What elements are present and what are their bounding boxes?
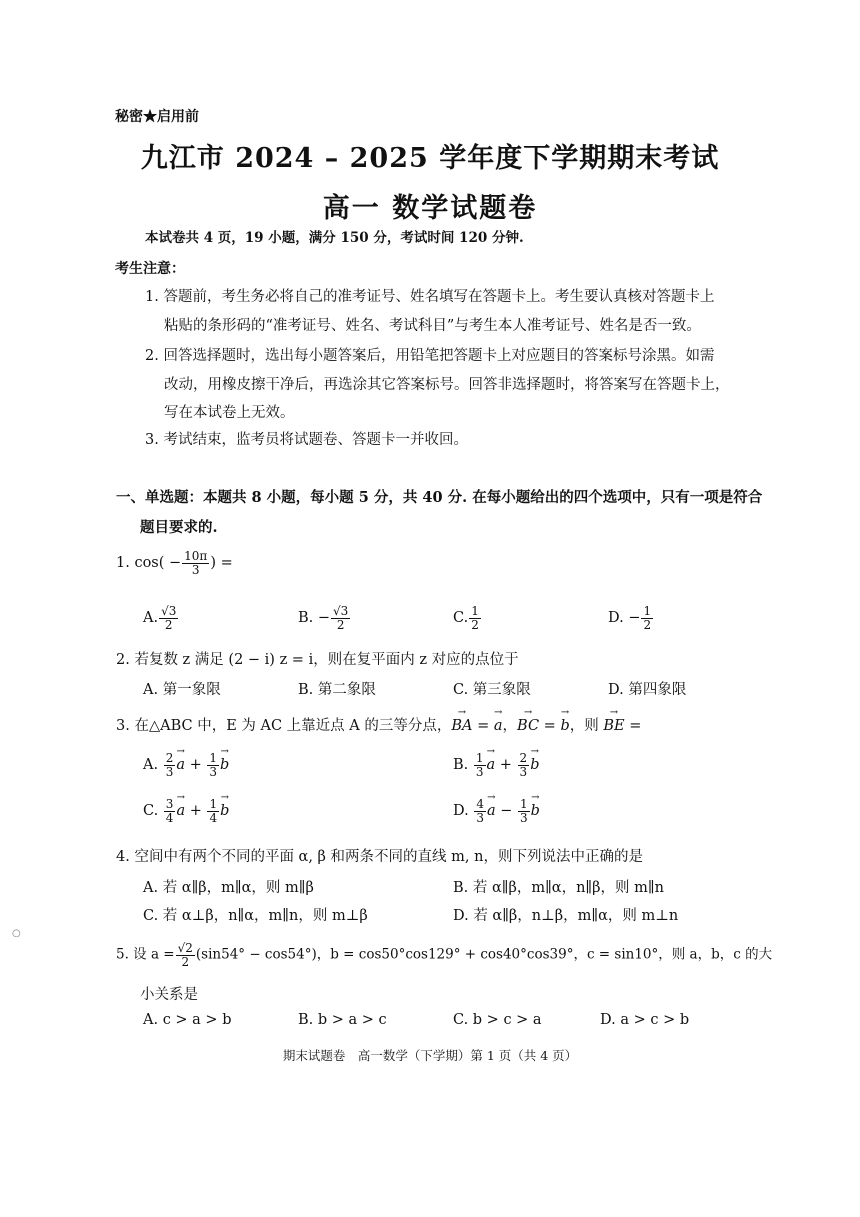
q1-suffix: ) =: [210, 555, 233, 572]
vector-b: → b: [530, 757, 539, 773]
option-label: A.: [143, 610, 159, 627]
q3-option-b: [453, 752, 539, 778]
notice-line-3: 2. 回答选择题时，选出每小题答案后，用铅笔把答题卡上对应题目的答案标号涂黑。如需: [145, 348, 715, 364]
q5-option-b: B. b > a > c: [298, 1012, 387, 1028]
notice-line-5: 写在本试卷上无效。: [164, 405, 295, 421]
frac-den: 3: [520, 810, 528, 825]
vector-a: → a: [176, 803, 185, 819]
q3-option-d: [453, 798, 540, 824]
question-5-cont: 小关系是: [140, 987, 198, 1003]
frac-den: 3: [476, 810, 484, 825]
frac-den: 4: [209, 810, 218, 825]
coef-2: [207, 752, 219, 778]
question-1: [116, 550, 233, 576]
q5-fraction: [176, 942, 195, 968]
q5-rest: (sin54° − cos54°)，b = cos50°cos129° + cos40°cos39°，c = sin10°，则 a，b，c 的大: [195, 946, 773, 963]
confidential-label: 秘密★启用前: [115, 109, 199, 125]
operator: +: [189, 757, 202, 774]
q3-option-c: [143, 798, 229, 824]
operator: +: [189, 803, 202, 820]
notice-line-6: 3. 考试结束，监考员将试题卷、答题卡一并收回。: [145, 432, 468, 448]
option-sign: −: [317, 610, 331, 627]
option-label: B.: [453, 757, 469, 774]
frac-den: 4: [165, 810, 174, 825]
q3-text-b: ，则: [569, 718, 604, 734]
option-label: C.: [143, 803, 159, 820]
frac-num: 2: [519, 751, 528, 765]
notice-line-4: 改动，用橡皮擦干净后，再选涂其它答案标号。回答非选择题时，将答案写在答题卡上，: [164, 377, 730, 393]
frac-num: 1: [643, 604, 652, 618]
q4-option-b: B. 若 α∥β，m∥α，n∥β，则 m∥n: [453, 880, 664, 896]
option-label: A.: [143, 757, 159, 774]
notice-title: 考生注意：: [115, 261, 185, 277]
equals: =: [472, 718, 494, 734]
q5-option-a: A. c > a > b: [143, 1012, 232, 1028]
option-label: C.: [453, 610, 469, 627]
coef-1: [474, 752, 486, 778]
coef-1: [164, 752, 176, 778]
comma: ，: [502, 718, 518, 734]
coef-2: [207, 798, 219, 824]
option-fraction: [469, 605, 481, 631]
vector-a: → a: [487, 803, 496, 819]
q4-option-c: C. 若 α⊥β，n∥α，m∥n，则 m⊥β: [143, 908, 368, 924]
q3-text-end: =: [624, 718, 642, 734]
frac-num: 1: [209, 797, 218, 811]
option-sign: −: [628, 610, 641, 627]
frac-num: 1: [471, 604, 479, 618]
vector-ba: → BA: [451, 718, 472, 734]
q2-option-b: B. 第二象限: [298, 682, 376, 698]
q3-text-a: 3. 在△ABC 中，E 为 AC 上靠近点 A 的三等分点，: [116, 718, 452, 734]
q2-option-c: C. 第三象限: [453, 682, 531, 698]
vector-a: → a: [494, 718, 503, 734]
margin-mark: ○: [12, 928, 21, 939]
exam-title: 九江市 2024 – 2025 学年度下学期期末考试: [140, 143, 720, 174]
option-label: D.: [608, 610, 624, 627]
vector-bc: → BC: [517, 718, 539, 734]
q1-fraction: [182, 550, 209, 576]
operator: +: [499, 757, 512, 774]
q1-frac-den: 3: [191, 562, 200, 577]
frac-den: 2: [181, 954, 190, 969]
option-fraction: [159, 605, 178, 631]
frac-den: 3: [209, 764, 218, 779]
frac-num: 4: [476, 797, 484, 811]
coef-2: [518, 752, 530, 778]
vector-be: → BE: [603, 718, 624, 734]
frac-den: 3: [519, 764, 528, 779]
frac-den: 3: [475, 764, 484, 779]
notice-line-1: 1. 答题前，考生务必将自己的准考证号、姓名填写在答题卡上。考生要认真核对答题卡上: [145, 289, 715, 305]
frac-den: 3: [165, 764, 174, 779]
notice-line-2: 粘贴的条形码的“准考证号、姓名、考试科目”与考生本人准考证号、姓名是否一致。: [164, 318, 701, 334]
vector-a: → a: [487, 757, 496, 773]
option-label: B.: [298, 610, 314, 627]
frac-num: √3: [161, 604, 177, 618]
coef-2: [518, 798, 530, 824]
frac-num: 1: [520, 797, 528, 811]
section-heading: 一、单选题：本题共 8 小题，每小题 5 分，共 40 分. 在每小题给出的四个选项中，只有一项是符合: [116, 489, 763, 506]
exam-subtitle: 高一 数学试题卷: [322, 193, 538, 224]
frac-den: 2: [336, 617, 345, 632]
option-fraction: [331, 605, 350, 631]
q2-option-a: A. 第一象限: [143, 682, 221, 698]
frac-den: 2: [471, 617, 479, 632]
vector-b: → b: [220, 803, 229, 819]
q4-option-a: A. 若 α∥β，m∥α，则 m∥β: [143, 880, 314, 896]
q2-option-d: D. 第四象限: [608, 682, 687, 698]
q1-option-b: [298, 605, 351, 631]
frac-num: √2: [177, 941, 193, 955]
section-heading-cont: 题目要求的.: [140, 519, 218, 536]
coef-1: [164, 798, 176, 824]
option-fraction: [641, 605, 653, 631]
question-2: 2. 若复数 z 满足 (2 − i) z = i，则在复平面内 z 对应的点位于: [116, 652, 519, 668]
question-3: [116, 714, 641, 735]
frac-den: 2: [643, 617, 652, 632]
vector-a: → a: [176, 757, 185, 773]
page-footer: 期末试题卷 高一数学（下学期）第 1 页（共 4 页）: [282, 1048, 578, 1063]
frac-num: 3: [165, 797, 174, 811]
frac-den: 2: [164, 617, 173, 632]
operator: −: [500, 803, 513, 820]
frac-num: √3: [333, 604, 349, 618]
frac-num: 1: [209, 751, 218, 765]
q3-option-a: [143, 752, 229, 778]
q5-prefix: 5. 设 a =: [116, 946, 175, 963]
vector-b: → b: [531, 803, 540, 819]
q1-option-a: [143, 605, 179, 631]
option-label: D.: [453, 803, 469, 820]
q5-option-d: D. a > c > b: [600, 1012, 690, 1028]
q4-option-d: D. 若 α∥β，n⊥β，m∥α，则 m⊥n: [453, 908, 679, 924]
vector-b: → b: [560, 718, 569, 734]
q1-option-d: [608, 605, 654, 631]
equals: =: [539, 718, 561, 734]
coef-1: [474, 798, 486, 824]
q5-option-c: C. b > c > a: [453, 1012, 542, 1028]
q1-frac-num: 10π: [184, 549, 208, 563]
q1-option-c: [453, 605, 482, 631]
q1-prefix: 1. cos( −: [116, 555, 182, 572]
vector-b: → b: [220, 757, 229, 773]
question-4: 4. 空间中有两个不同的平面 α, β 和两条不同的直线 m, n，则下列说法中正确的是: [116, 849, 643, 865]
question-5: [116, 942, 772, 968]
frac-num: 2: [165, 751, 174, 765]
frac-num: 1: [475, 751, 484, 765]
exam-intro: 本试卷共 4 页，19 小题，满分 150 分，考试时间 120 分钟.: [145, 230, 524, 246]
